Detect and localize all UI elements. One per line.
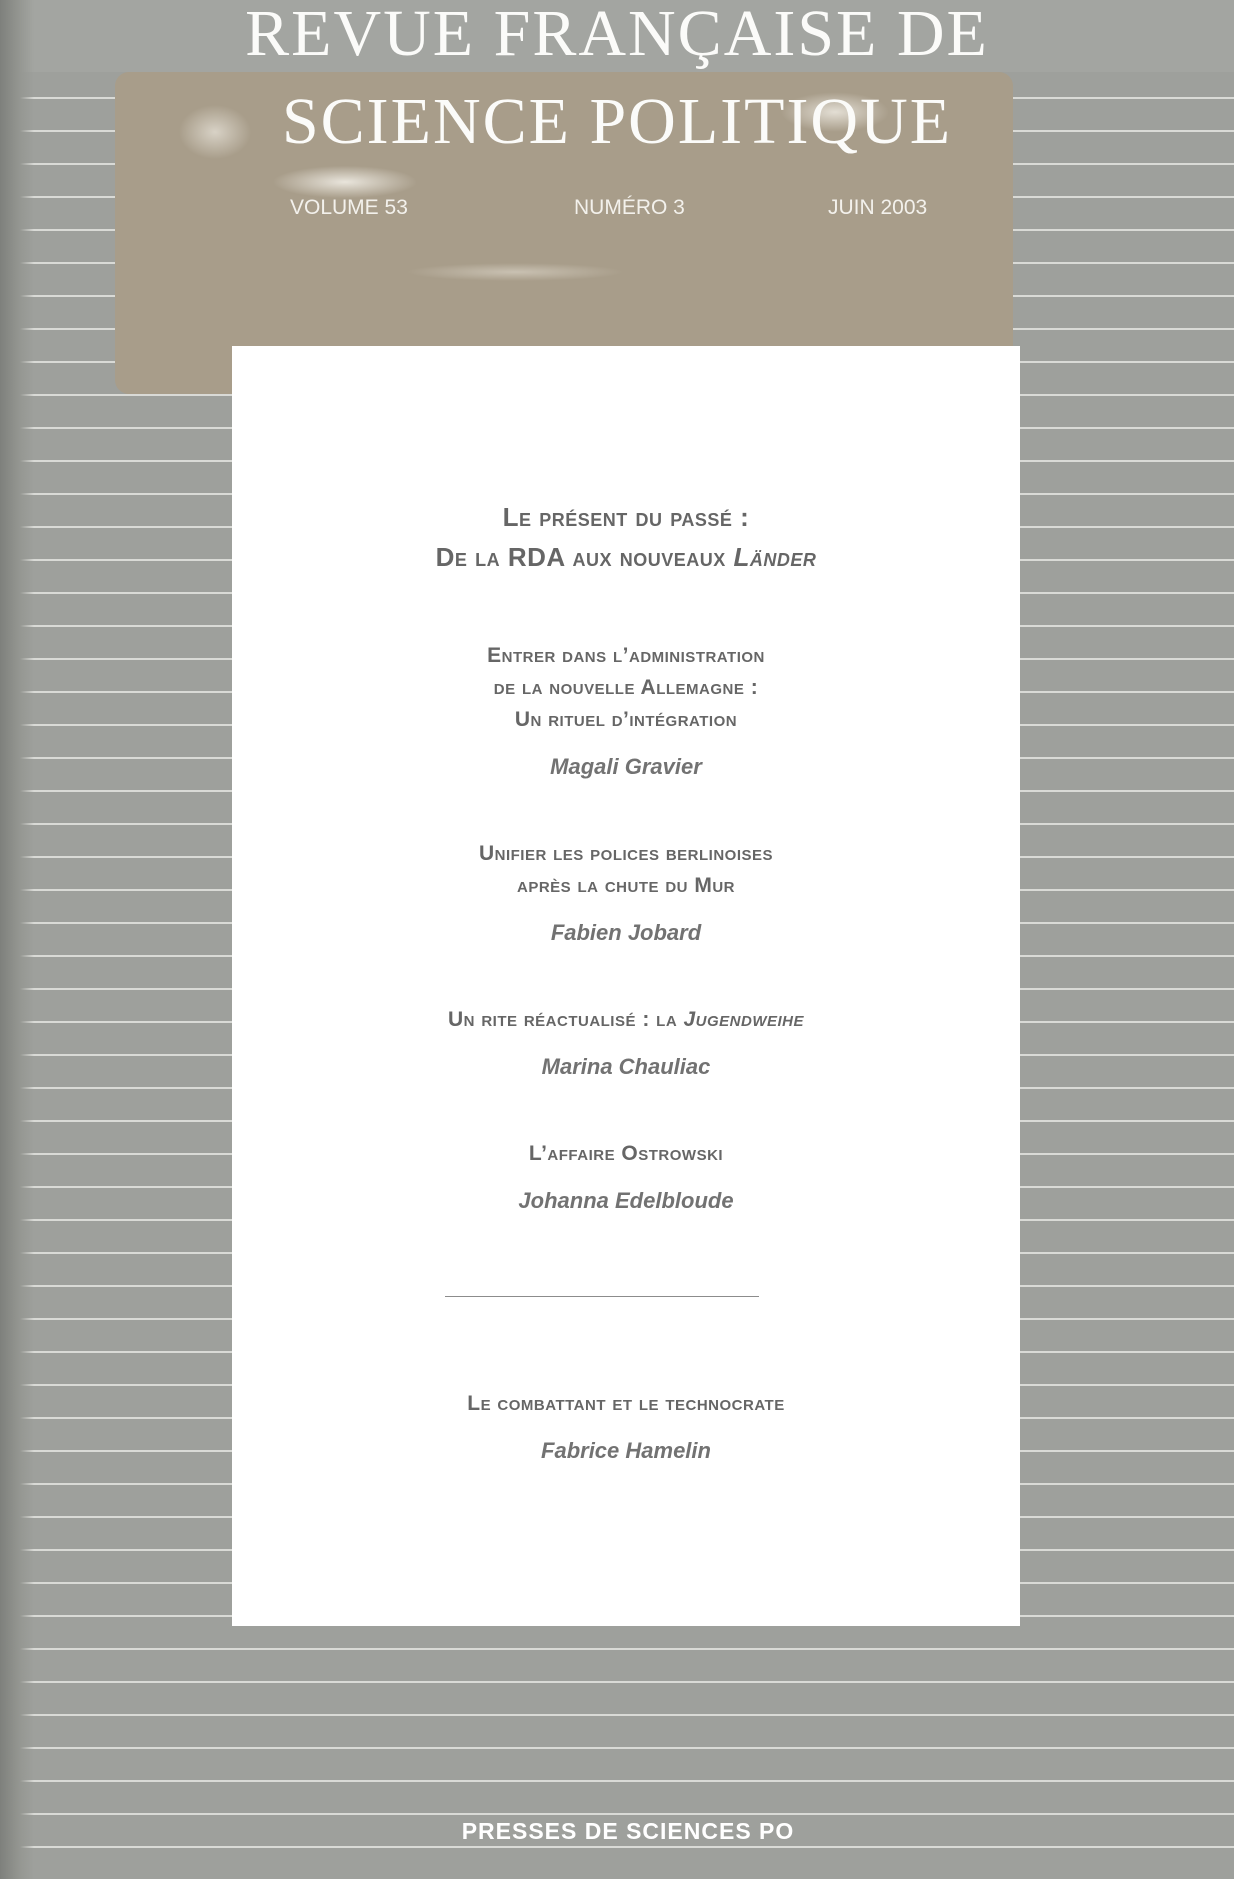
issue-number: NUMÉRO 3: [574, 196, 685, 219]
article-1-author: Magali Gravier: [550, 754, 702, 779]
article-3-title-text: Un rite réactualisé : la: [447, 1008, 684, 1031]
issue-date: JUIN 2003: [828, 196, 928, 219]
article-1-title-line-3: Un rituel d’intégration: [514, 708, 738, 731]
article-3-title-italic: Jugendweihe: [683, 1008, 805, 1031]
theme-title-line-1: Le présent du passé :: [502, 502, 750, 532]
journal-title-line-1: REVUE FRANÇAISE DE: [245, 0, 989, 70]
article-3-title: [232, 1008, 1020, 1032]
article-4-title: L’affaire Ostrowski: [528, 1142, 724, 1165]
article-1-title-line-1: Entrer dans l’administration: [487, 644, 765, 667]
theme-title-line-2-text: De la RDA aux nouveaux: [435, 542, 734, 572]
article-5-author: Fabrice Hamelin: [541, 1438, 711, 1463]
article-1-title-line-2: de la nouvelle Allemagne :: [493, 676, 759, 699]
article-3-author: Marina Chauliac: [541, 1054, 711, 1079]
volume-label: VOLUME 53: [290, 196, 408, 219]
article-5-title: Le combattant et le technocrate: [467, 1392, 785, 1415]
article-2-title-line-1: Unifier les polices berlinoises: [478, 842, 774, 865]
article-2-author: Fabien Jobard: [550, 920, 702, 945]
theme-title-italic: Länder: [733, 542, 817, 572]
section-divider: [445, 1296, 759, 1297]
journal-title-line-2: SCIENCE POLITIQUE: [281, 85, 953, 158]
spine-shadow: [0, 0, 34, 1879]
publisher-name: PRESSES DE SCIENCES PO: [461, 1818, 795, 1844]
contents-panel: [232, 346, 1020, 1626]
article-4-author: Johanna Edelbloude: [518, 1188, 734, 1213]
article-2-title-line-2: après la chute du Mur: [516, 874, 735, 897]
theme-title-line-2: [232, 542, 1020, 573]
